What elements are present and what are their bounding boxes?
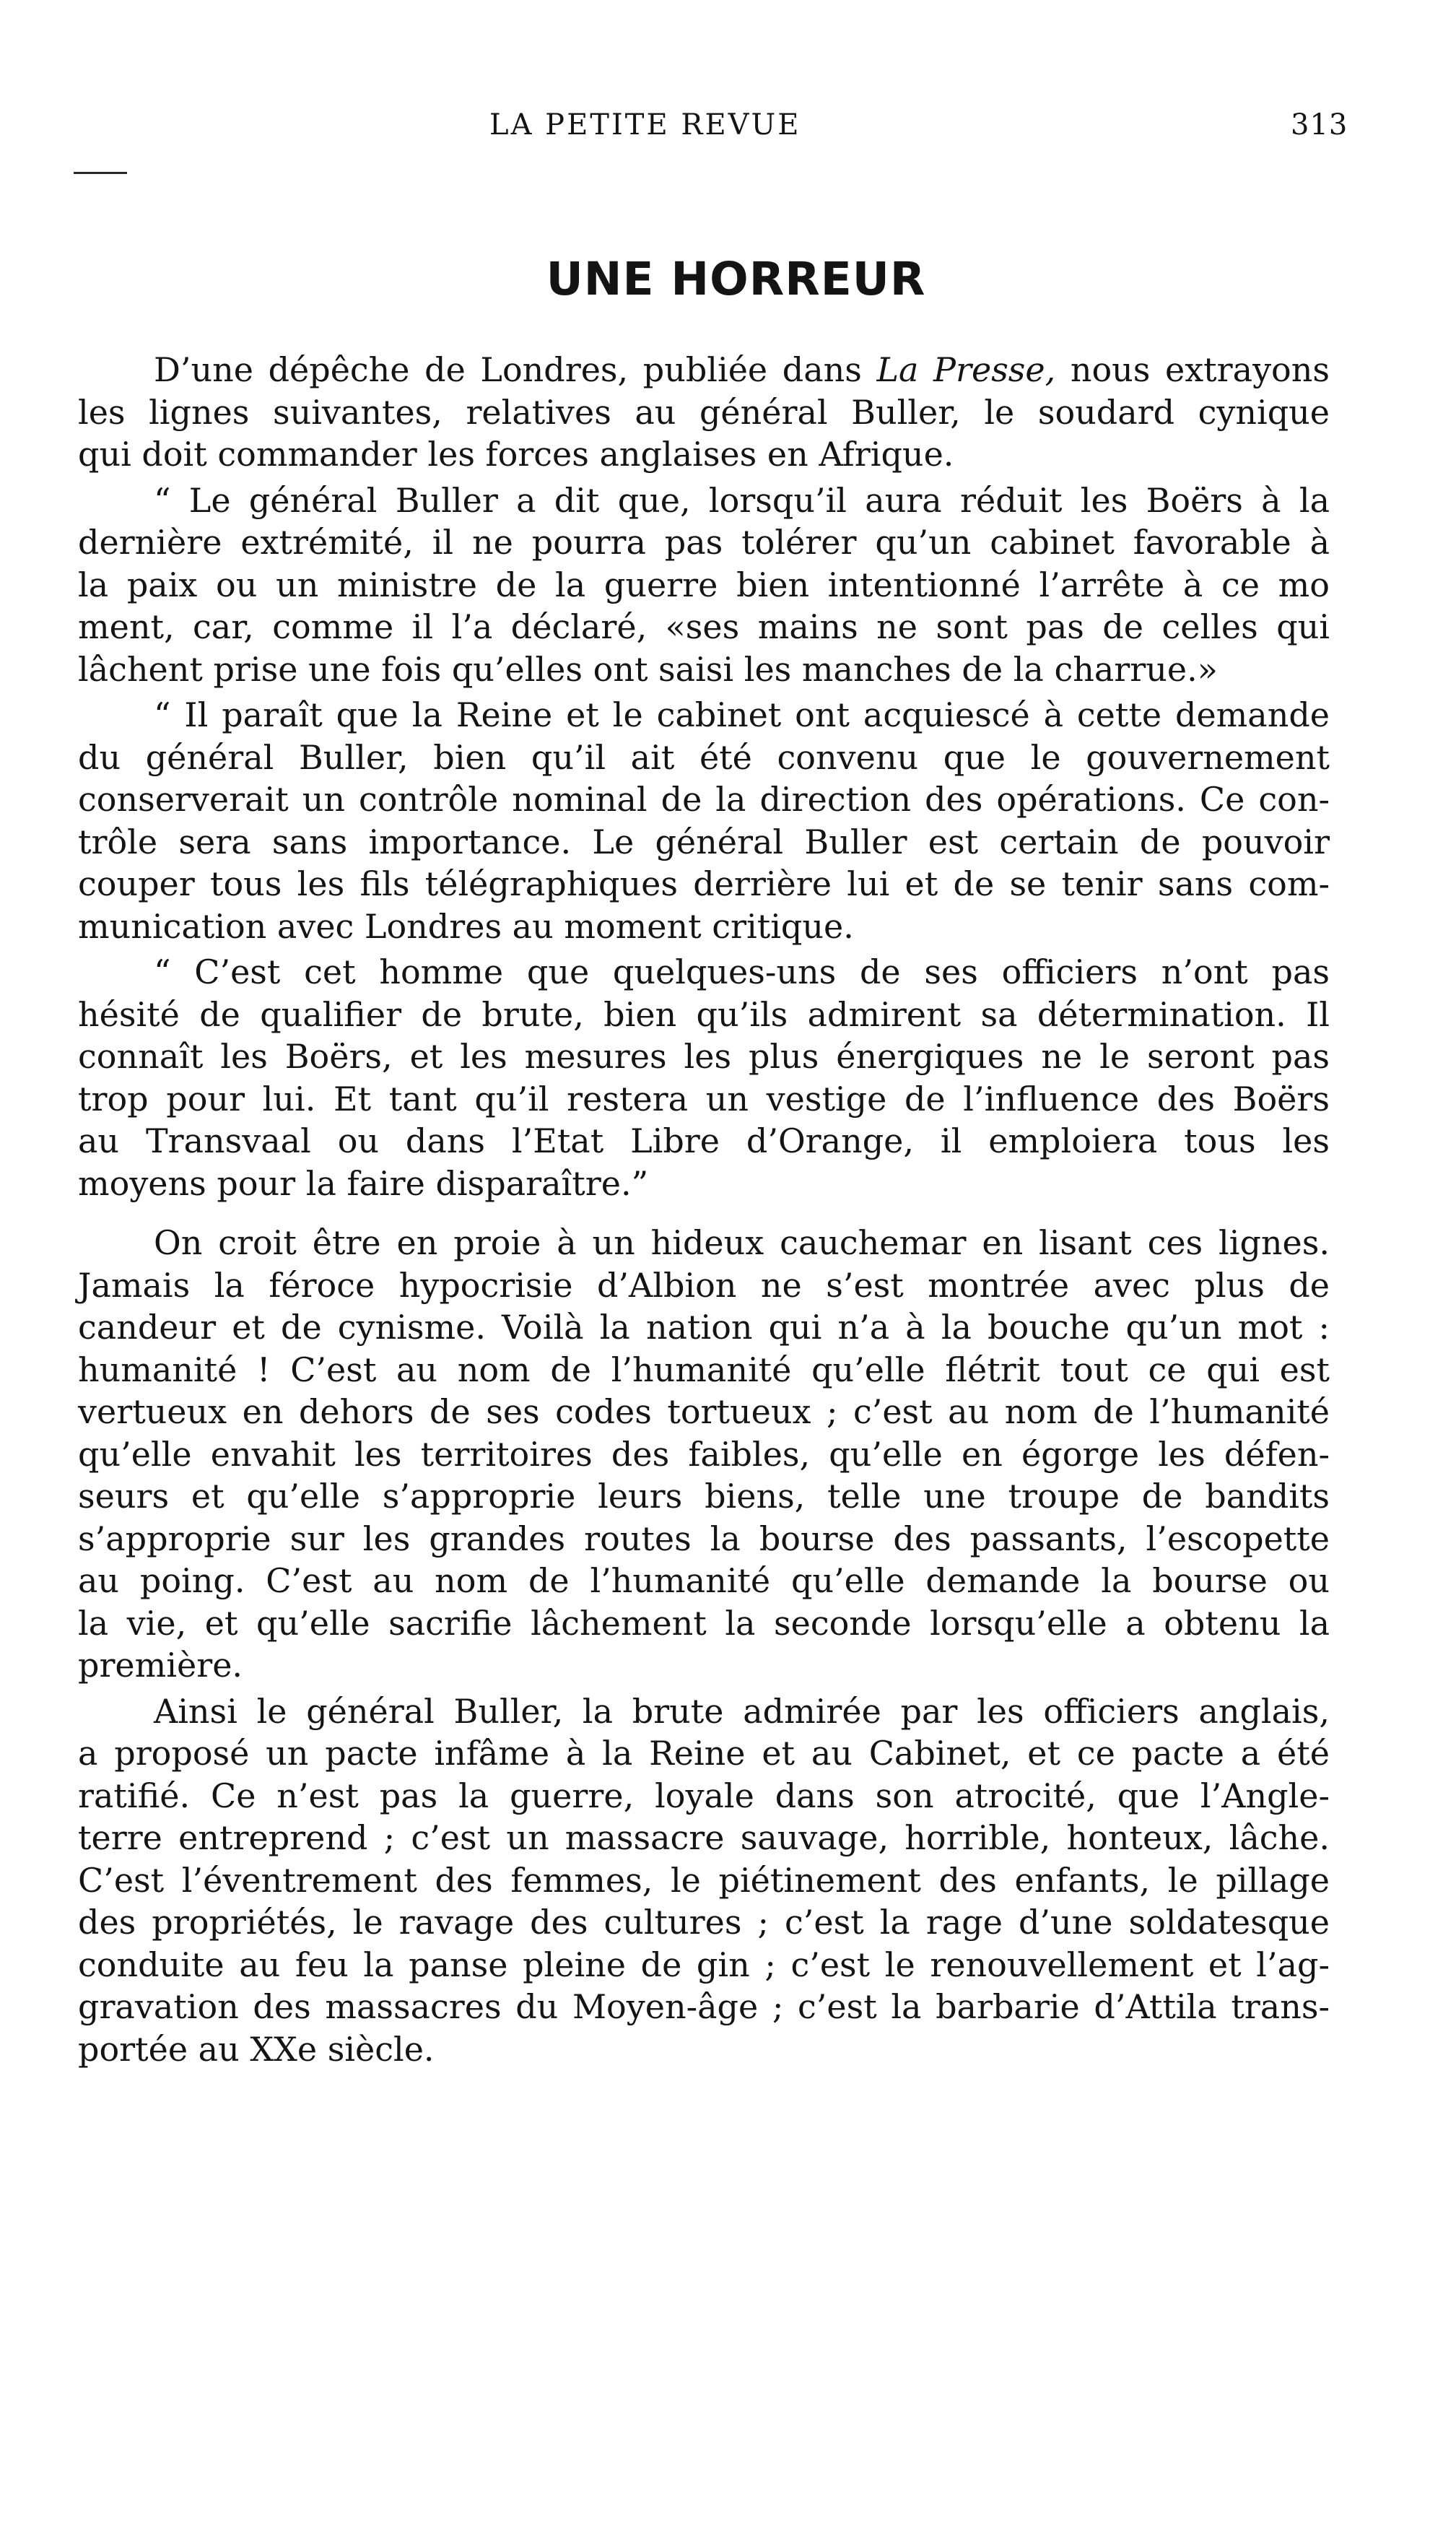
line-text: D’une dépêche de Londres, publiée dans	[154, 350, 877, 389]
line-text: a proposé un pacte infâme à la Reine et au Cabinet, et ce pacte a été	[78, 1734, 1330, 1773]
article-title: UNE HORREUR	[546, 253, 926, 305]
text-line	[78, 1433, 1330, 1476]
text-line	[78, 1901, 1330, 1944]
line-text: lâchent prise une fois qu’elles ont saisi les manches de la charrue.»	[78, 649, 1218, 689]
paragraph	[78, 1222, 1330, 1687]
text-line	[78, 994, 1330, 1036]
text-line	[78, 1775, 1330, 1817]
line-text: qui doit commander les forces anglaises en Afrique.	[78, 435, 954, 474]
line-text: connaît les Boërs, et les mesures les plus énergiques ne le seront pas	[78, 1037, 1330, 1076]
text-line	[78, 1732, 1330, 1775]
running-header	[0, 108, 1456, 152]
text-line	[78, 1078, 1330, 1121]
text-line	[78, 951, 1330, 994]
text-line	[78, 606, 1330, 648]
line-text: trôle sera sans importance. Le général Buller est certain de pouvoir	[78, 822, 1330, 861]
line-text: trop pour lui. Et tant qu’il restera un vestige de l’influence des Boërs	[78, 1079, 1330, 1119]
text-line	[78, 521, 1330, 564]
text-line	[78, 1222, 1330, 1264]
text-line	[78, 349, 1330, 391]
text-line	[78, 2028, 1330, 2071]
text-line	[78, 479, 1330, 522]
line-text: seurs et qu’elle s’approprie leurs biens, telle une troupe de bandits	[78, 1477, 1330, 1516]
text-line	[78, 1163, 1330, 1205]
text-line	[78, 433, 1330, 476]
line-text: hésité de qualifier de brute, bien qu’ils admirent sa détermination. Il	[78, 994, 1330, 1034]
paragraph	[78, 349, 1330, 476]
text-line	[78, 1560, 1330, 1602]
line-text: du général Buller, bien qu’il ait été convenu que le gouvernement	[78, 737, 1330, 777]
line-text: au poing. C’est au nom de l’humanité qu’elle demande la bourse ou	[78, 1561, 1330, 1600]
line-text: munication avec Londres au moment critique.	[78, 906, 854, 946]
line-text: conserverait un contrôle nominal de la direction des opérations. Ce con-	[78, 780, 1330, 819]
line-text: qu’elle envahit les territoires des faibles, qu’elle en égorge les défen-	[78, 1434, 1330, 1474]
text-line	[78, 564, 1330, 607]
line-text: ratifié. Ce n’est pas la guerre, loyale dans son atrocité, que l’Angle-	[78, 1776, 1330, 1815]
text-line	[78, 1518, 1330, 1560]
text-line	[78, 694, 1330, 737]
text-line	[78, 1944, 1330, 1986]
line-text: “ Il paraît que la Reine et le cabinet ont acquiescé à cette demande	[154, 695, 1330, 734]
text-line	[78, 737, 1330, 779]
line-text: au Transvaal ou dans l’Etat Libre d’Orange, il emploiera tous les	[78, 1121, 1330, 1160]
line-text: C’est l’éventrement des femmes, le piétinement des enfants, le pillage	[78, 1860, 1330, 1900]
line-text: moyens pour la faire disparaître.”	[78, 1163, 649, 1203]
header-rule	[74, 172, 127, 174]
line-text: dernière extrémité, il ne pourra pas tolérer qu’un cabinet favorable à	[78, 523, 1330, 562]
text-line	[78, 1690, 1330, 1733]
line-text: humanité ! C’est au nom de l’humanité qu’elle flétrit tout ce qui est	[78, 1350, 1330, 1389]
line-text: Ainsi le général Buller, la brute admirée par les officiers anglais,	[154, 1691, 1330, 1731]
text-line	[78, 648, 1330, 691]
text-line	[78, 863, 1330, 905]
line-text: candeur et de cynisme. Voilà la nation qui n’a à la bouche qu’un mot :	[78, 1308, 1330, 1347]
text-line	[78, 1644, 1330, 1687]
line-text: les lignes suivantes, relatives au général Buller, le soudard cynique	[78, 392, 1330, 432]
line-text: On croit être en proie à un hideux cauchemar en lisant ces lignes.	[154, 1223, 1330, 1262]
line-text: des propriétés, le ravage des cultures ; c’est la rage d’une soldatesque	[78, 1903, 1330, 1942]
text-line	[78, 1120, 1330, 1163]
line-text: conduite au feu la panse pleine de gin ; c’est le renouvellement et l’ag-	[78, 1945, 1330, 1984]
text-line	[78, 1859, 1330, 1902]
line-text: portée au XXe siècle.	[78, 2029, 435, 2069]
italic-title: La Presse,	[876, 350, 1056, 389]
paragraph	[78, 479, 1330, 691]
text-line	[78, 778, 1330, 821]
line-text: s’approprie sur les grandes routes la bourse des passants, l’escopette	[78, 1519, 1330, 1558]
text-line	[78, 1475, 1330, 1518]
text-line	[78, 821, 1330, 864]
article-body	[78, 349, 1330, 2070]
line-text: terre entreprend ; c’est un massacre sauvage, horrible, honteux, lâche.	[78, 1818, 1330, 1857]
paragraph	[78, 694, 1330, 947]
text-line	[78, 1349, 1330, 1391]
line-text: ment, car, comme il l’a déclaré, «ses mains ne sont pas de celles qui	[78, 607, 1330, 646]
text-line	[78, 1602, 1330, 1645]
text-line	[78, 1264, 1330, 1307]
text-line	[78, 1035, 1330, 1078]
line-text: couper tous les fils télégraphiques derrière lui et de se tenir sans com-	[78, 864, 1330, 903]
text-line	[78, 1306, 1330, 1349]
line-text: Jamais la féroce hypocrisie d’Albion ne s’est montrée avec plus de	[78, 1265, 1330, 1305]
text-line	[78, 1391, 1330, 1433]
line-text: “ C’est cet homme que quelques-uns de ses officiers n’ont pas	[154, 952, 1330, 991]
paragraph	[78, 951, 1330, 1204]
text-line	[78, 1817, 1330, 1859]
page-number: 313	[1291, 108, 1348, 142]
line-text: première.	[78, 1646, 243, 1685]
line-text: vertueux en dehors de ses codes tortueux ; c’est au nom de l’humanité	[78, 1392, 1330, 1431]
line-text: la paix ou un ministre de la guerre bien intentionné l’arrête à ce mo	[78, 565, 1330, 604]
line-text-continued: nous extrayons	[1055, 350, 1330, 389]
text-line	[78, 905, 1330, 948]
text-line	[78, 1986, 1330, 2028]
line-text: gravation des massacres du Moyen-âge ; c’est la barbarie d’Attila trans-	[78, 1987, 1330, 2026]
text-line	[78, 391, 1330, 434]
paragraph	[78, 1690, 1330, 2071]
line-text: la vie, et qu’elle sacrifie lâchement la seconde lorsqu’elle a obtenu la	[78, 1603, 1330, 1643]
journal-title: LA PETITE REVUE	[489, 108, 801, 142]
line-text: “ Le général Buller a dit que, lorsqu’il aura réduit les Boërs à la	[154, 480, 1330, 520]
